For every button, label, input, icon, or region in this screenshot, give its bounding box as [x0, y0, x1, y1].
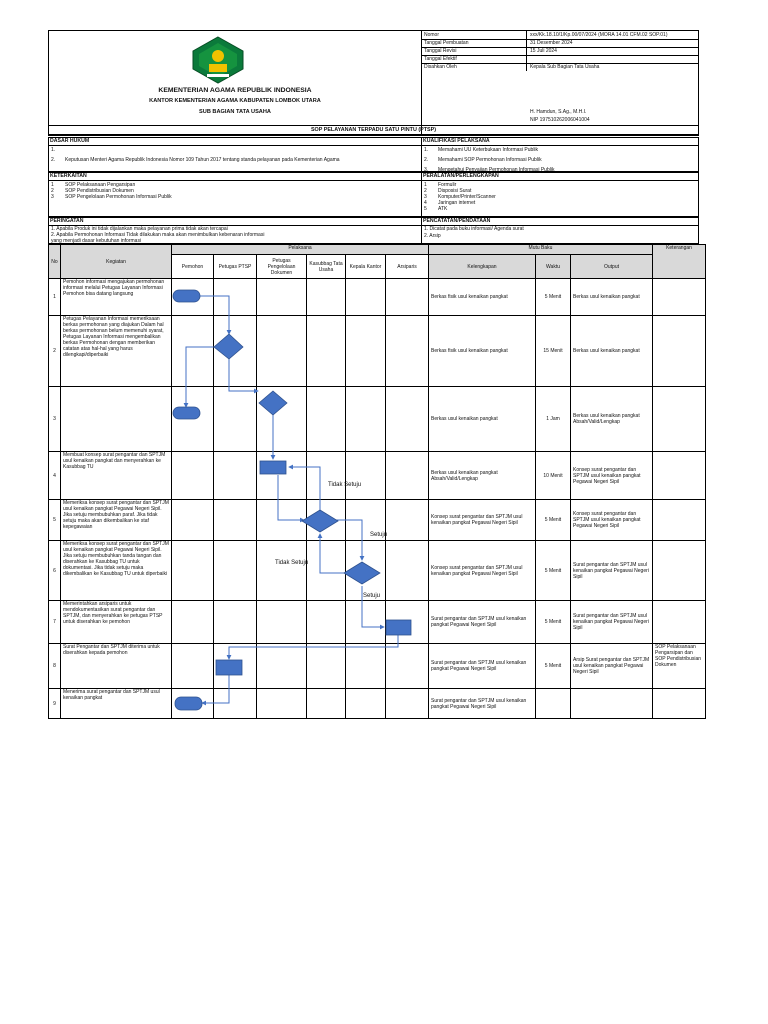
- flow-arrow: [229, 359, 258, 391]
- list-item: 2. Apabila Permohonan Informasi Tidak dilakukan maka akan menimbulkan kebenaran informasi: [51, 232, 265, 238]
- flow-arrow: [289, 467, 320, 510]
- row-number-text: 4: [53, 472, 56, 479]
- meta-key: Tanggal Revisi: [424, 48, 457, 54]
- item-number: 5: [424, 206, 427, 212]
- end-terminator: [175, 697, 202, 710]
- peringatan-heading: PERINGATAN: [49, 218, 421, 226]
- item-number: 3.: [424, 167, 429, 173]
- meta-key: Tanggal Pembuatan: [424, 40, 469, 46]
- item-text: Formulir: [438, 182, 457, 188]
- start-terminator: [173, 290, 200, 302]
- flow-arrow: [229, 635, 398, 659]
- waktu-cell-text: 15 Menit: [543, 348, 563, 354]
- sop-title: SOP PELAYANAN TERPADU SATU PINTU (PTSP): [48, 125, 699, 135]
- row-number-text: 9: [53, 700, 56, 707]
- output-cell-text: Berkas usul kenaikan pangkat Absah/Valid/Lengkap: [573, 413, 640, 425]
- peralatan-heading: PERALATAN/PERLENGKAPAN: [422, 173, 698, 181]
- meta-value: 15 Juli 2024: [530, 48, 557, 54]
- mutu-header: Kelengkapan: [429, 255, 536, 279]
- item-text: Jaringan internet: [438, 200, 476, 206]
- output-cell-text: Arsip Surat pengantar dan SPTJM usul kenaikan pangkat Pegawai Negeri Sipil: [573, 657, 650, 675]
- list-item: 1. Apabila Produk ini tidak dijalankan maka pelayanan prima tidak akan tercapai: [51, 226, 228, 232]
- waktu-cell-text: 5 Menit: [544, 663, 562, 669]
- activity-cell-text: Surat Pengantar dan SPTJM diterima untuk diserahkan kepada pemohon: [63, 644, 160, 656]
- waktu-cell-text: 5 Menit: [544, 567, 562, 574]
- row-number-text: 7: [53, 619, 56, 625]
- flow-arrow: [336, 520, 362, 560]
- item-text: Keputusan Menteri Agama Republik Indonesia Nomor 109 Tahun 2017 tentang standa pelayanan pada Kementerian Agama: [65, 157, 340, 163]
- meta-key: Disahkan Oleh: [424, 64, 457, 70]
- col-keterangan-header: Keterangan: [653, 245, 706, 279]
- activity-cell-text: Memeriksa konsep surat pengantar dan SPTJM usul kenaikan pangkat Pegawai Negeri Sipil. Jika setuju membubuhkan tanda tangan dan diserahkan ke Kasubbag TU untuk dokumentasi. Jika tidak setuju maka dikembalikan ke Kasubbag TU untuk diperbaiki: [63, 541, 169, 577]
- item-text: SOP Pelaksanaan Pengarsipan: [65, 182, 136, 188]
- item-text: ATK: [438, 206, 448, 212]
- signer-nip: NIP 197510262006041004: [530, 117, 590, 123]
- return-terminator: [173, 407, 200, 419]
- item-number: 2.: [51, 157, 56, 163]
- pencatatan-heading: PENCATATAN/PENDATAAN: [422, 218, 698, 226]
- row-number-text: 1: [53, 294, 56, 300]
- col-kegiatan-header: Kegiatan: [61, 245, 172, 279]
- kelengkapan-cell-text: Berkas fisik usul kenaikan pangkat: [431, 348, 508, 354]
- meta-key: Nomor: [424, 32, 440, 38]
- item-text: SOP Pengelolaan Permohonan Informasi Publik: [65, 194, 172, 200]
- output-cell-text: Surat pengantar dan SPTJM usul kenaikan pangkat Pegawai Negeri Sipil: [573, 561, 649, 580]
- item-text: SOP Pendistribusian Dokumen: [65, 188, 134, 194]
- actor-header: Petugas Pengelolaan Dokumen: [257, 255, 307, 279]
- row-number-text: 3: [53, 416, 56, 422]
- waktu-cell-text: 5 Menit: [544, 619, 562, 625]
- row-number-text: 8: [53, 663, 56, 669]
- activity-cell-text: Memeriksa konsep surat pengantar dan SPTJM usul kenaikan pangkat Pegawai Negeri Sipil. Jika setuju membubuhkan paraf. Jika tidak setuju maka akan dikembalikan ke staf kepegawaian: [63, 500, 169, 530]
- item-number: 2.: [424, 157, 429, 163]
- item-number: 2: [424, 188, 427, 194]
- actor-header: Kasubbag Tata Usaha: [307, 255, 346, 279]
- kelengkapan-cell-text: Berkas usul kenaikan pangkat: [431, 416, 498, 422]
- output-cell-text: Berkas usul kenaikan pangkat: [573, 348, 640, 354]
- flow-arrow: [278, 475, 304, 520]
- item-number: 1: [424, 182, 427, 188]
- actor-header: Pemohon: [172, 255, 214, 279]
- activity-cell-text: Membuat konsep surat pengantar dan SPTJM usul kenaikan pangkat dan menyerahkan ke Kasubbag TU: [63, 452, 166, 470]
- actor-header: Arsiparis: [386, 255, 429, 279]
- process-box: [216, 660, 242, 675]
- col-pelaksana-header: Pelaksana: [172, 245, 429, 255]
- office-name: KANTOR KEMENTERIAN AGAMA KABUPATEN LOMBOK UTARA: [149, 98, 321, 104]
- output-cell-text: Konsep surat pengantar dan SPTJM usul kenaikan pangkat Pegawai Negeri Sipil: [573, 511, 641, 529]
- row-number-text: 5: [53, 517, 56, 523]
- keterangan-cell-text: SOP Pelaksanaan Pengarsipan dan SOP Pendistribusian Dokumen: [655, 644, 702, 668]
- signer-name: H. Hamdun, S.Ag., M.H.I.: [530, 109, 587, 115]
- waktu-cell-text: 10 Menit: [543, 472, 563, 479]
- flow-arrow: [200, 296, 229, 334]
- item-number: 1.: [424, 147, 429, 153]
- approve-label: Setuju: [363, 593, 381, 599]
- item-number: 2: [51, 188, 54, 194]
- meta-value: xxx/Kk.18.10/1/Kp.00/07/2024 (MORA 14.01 CFM.02 SOP.01): [530, 32, 668, 38]
- item-text: Memahami SOP Permohonan Informasi Publik: [438, 157, 542, 163]
- flow-arrow: [202, 675, 229, 703]
- item-text: Mengetahui Penyajian Permohonan Informasi Publik: [438, 167, 555, 173]
- division-name: SUB BAGIAN TATA USAHA: [199, 109, 271, 115]
- item-number: 3: [424, 194, 427, 200]
- col-no-header: No: [49, 245, 61, 279]
- dasar-hukum-heading: DASAR HUKUM: [49, 138, 421, 146]
- item-text: Memahami UU Keterbukaan Informasi Publik: [438, 147, 539, 153]
- ministry-name: KEMENTERIAN AGAMA REPUBLIK INDONESIA: [158, 87, 312, 94]
- decision-diamond: [259, 391, 287, 415]
- decision-diamond: [214, 334, 243, 359]
- mutu-header: Output: [571, 255, 653, 279]
- list-item: yang menjadi dasar kebutuhan informasi: [51, 238, 142, 244]
- reject-label: Tidak Setuju: [275, 560, 309, 566]
- flow-arrow: [320, 534, 346, 573]
- kelengkapan-cell-text: Surat pengantar dan SPTJM usul kenaikan pangkat Pegawai Negeri Sipil: [431, 616, 527, 628]
- activity-cell-text: Pemohon informasi mengajukan permohonan informasi melalui Petugas Layanan Informasi Pemohon bisa datang langsung: [63, 279, 165, 297]
- waktu-cell-text: 1 Jam: [546, 416, 560, 422]
- output-cell-text: Konsep surat pengantar dan SPTJM usul kenaikan pangkat Pegawai Negeri Sipil: [573, 466, 641, 485]
- actor-header: Petugas PTSP: [214, 255, 257, 279]
- item-number: 3: [51, 194, 54, 200]
- meta-value: Kepala Sub Bagian Tata Usaha: [530, 64, 600, 70]
- activity-cell-text: Petugas Pelayanan Informasi memeriksaan berkas permohonan yang diajukan Dalam hal berkas permohonan belum memenuhi syarat, Petugas Layanan Informasi mengembalikan berkas Permohonan dengan memberikan catatan atas hal-hal yang harus dilengkapi/diperbaiki: [63, 316, 164, 358]
- decision-diamond: [344, 562, 380, 584]
- reject-label: Tidak Setuju: [328, 482, 362, 488]
- col-mutu-header: Mutu Baku: [429, 245, 653, 255]
- meta-key: Tanggal Efektif: [424, 56, 457, 62]
- item-number: 1: [51, 182, 54, 188]
- item-text: Komputer/Printer/Scanner: [438, 194, 496, 200]
- meta-value: 31 Desember 2024: [530, 40, 573, 46]
- output-cell-text: Berkas usul kenaikan pangkat: [573, 294, 640, 300]
- approve-label: Setuju: [370, 532, 388, 538]
- kelengkapan-cell-text: Konsep surat pengantar dan SPTJM usul kenaikan pangkat Pegawai Negeri Sipil: [431, 564, 523, 577]
- actor-header: Kepala Kantor: [346, 255, 386, 279]
- item-text: Disposisi Surat: [438, 188, 472, 194]
- kelengkapan-cell-text: Berkas usul kenaikan pangkat Absah/Valid/Lengkap: [431, 469, 498, 482]
- kualifikasi-heading: KUALIFIKASI PELAKSANA: [422, 138, 698, 146]
- waktu-cell-text: 5 Menit: [544, 517, 562, 523]
- process-box: [260, 461, 286, 474]
- kelengkapan-cell-text: Surat pengantar dan SPTJM usul kenaikan pangkat Pegawai Negeri Sipil: [431, 697, 527, 710]
- decision-diamond: [302, 510, 338, 532]
- item-number: 4: [424, 200, 427, 206]
- flow-arrow: [186, 347, 214, 407]
- item-number: 1.: [51, 147, 56, 153]
- kelengkapan-cell-text: Surat pengantar dan SPTJM usul kenaikan pangkat Pegawai Negeri Sipil: [431, 660, 527, 672]
- mutu-header: Waktu: [536, 255, 571, 279]
- row-number-text: 6: [53, 567, 56, 574]
- process-box: [386, 620, 411, 635]
- keterkaitan-heading: KETERKAITAN: [49, 173, 421, 181]
- activity-cell-text: Menerima surat pengantar dan SPTJM usul kenaikan pangkat: [63, 689, 160, 701]
- activity-cell-text: Memerintahkan arsiparis untuk mendokumentasikan surat pengantar dan SPTJM, dan menyerahkan ke petugas PTSP untuk diserahkan ke pemohon: [63, 601, 163, 625]
- kelengkapan-cell-text: Berkas fisik usul kenaikan pangkat: [431, 294, 508, 300]
- list-item: 2. Arsip: [424, 233, 441, 239]
- output-cell-text: Surat pengantar dan SPTJM usul kenaikan pangkat Pegawai Negeri Sipil: [573, 613, 649, 631]
- waktu-cell-text: 5 Menit: [544, 294, 562, 300]
- kelengkapan-cell-text: Konsep surat pengantar dan SPTJM usul kenaikan pangkat Pegawai Negeri Sipil: [431, 514, 523, 526]
- row-number-text: 2: [53, 348, 56, 354]
- list-item: 1. Dicatat pada buku informasi/ Agenda surat: [424, 226, 524, 232]
